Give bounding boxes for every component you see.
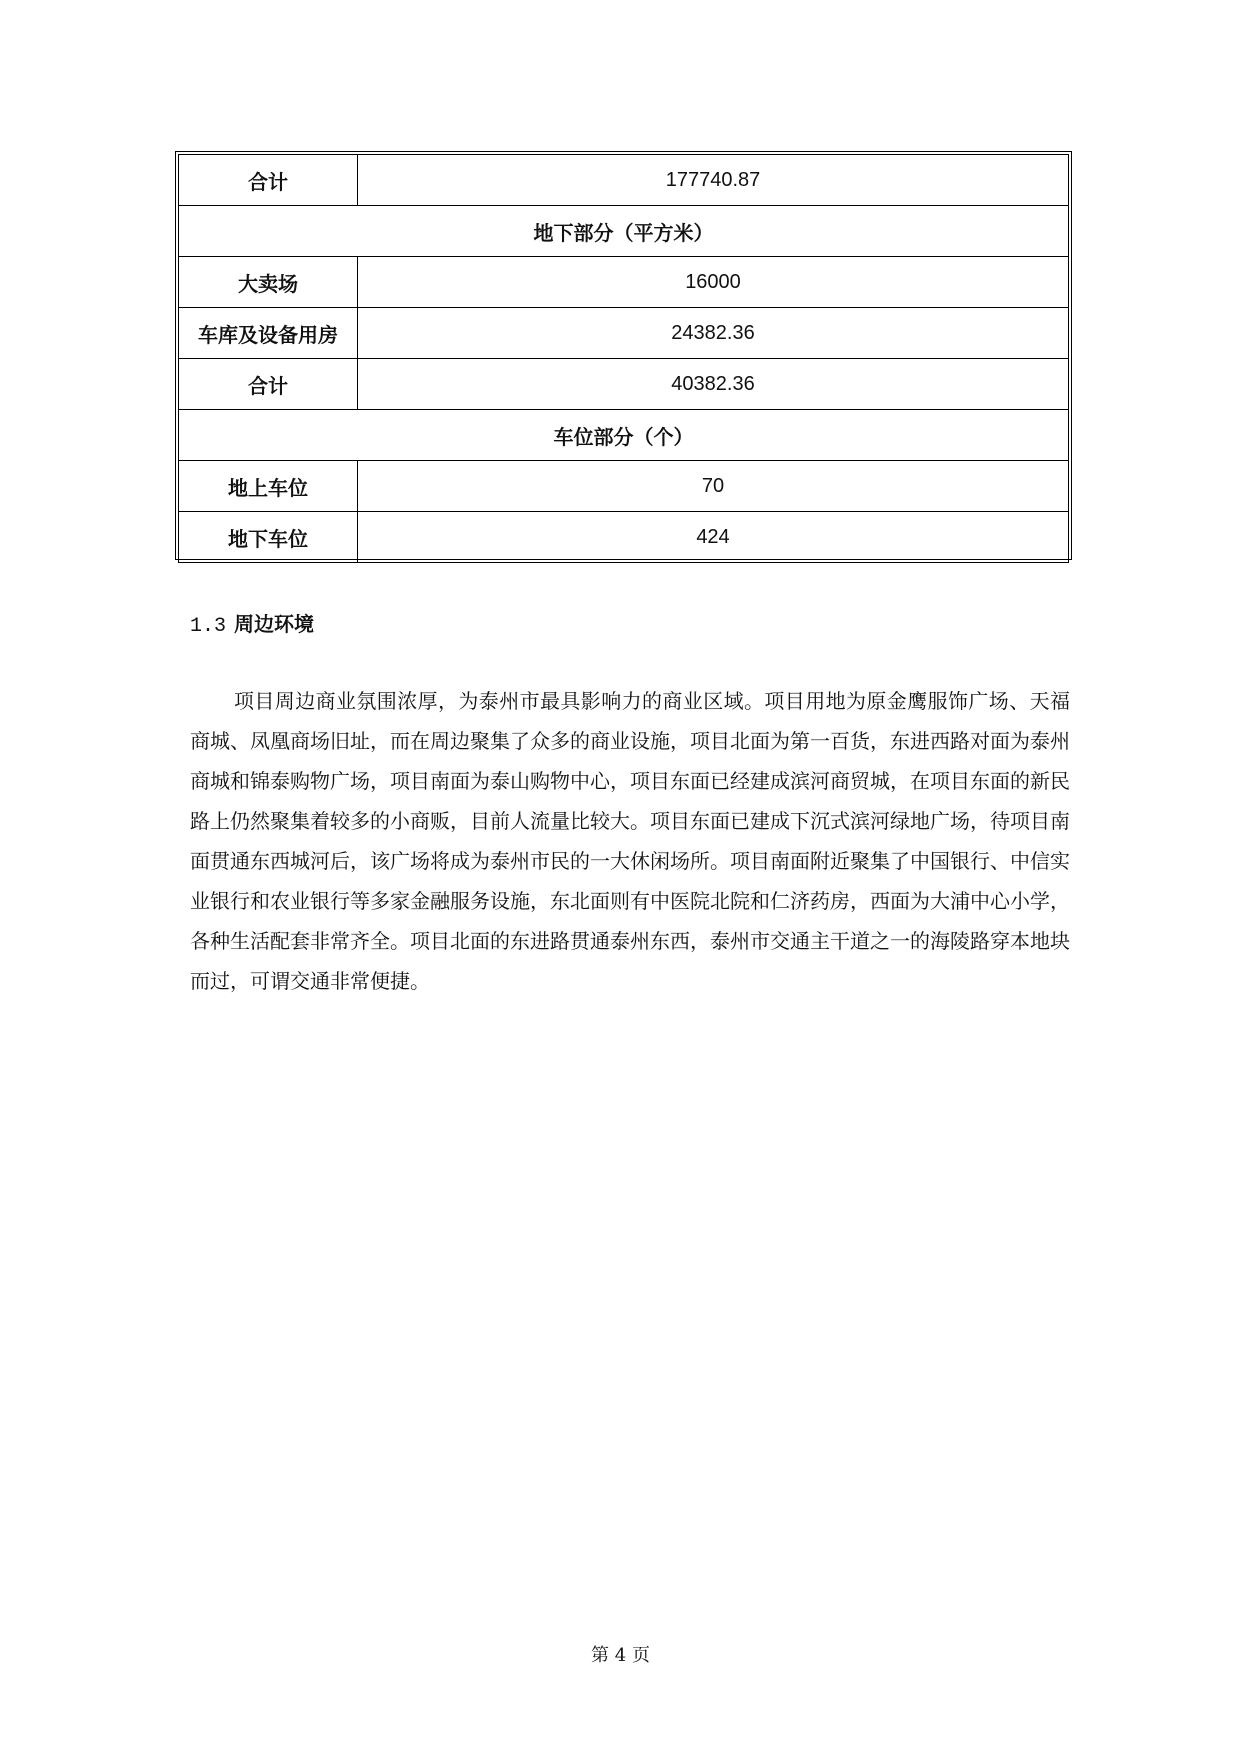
row-value: 70 — [358, 461, 1069, 512]
table-row — [179, 359, 1069, 410]
table-row — [179, 512, 1069, 563]
row-value: 16000 — [358, 257, 1069, 308]
row-value: 24382.36 — [358, 308, 1069, 359]
table-row — [179, 461, 1069, 512]
section-header-parking: 车位部分（个） — [179, 410, 1069, 461]
section-header-underground: 地下部分（平方米） — [179, 206, 1069, 257]
row-label: 合计 — [179, 359, 358, 410]
row-label: 地上车位 — [179, 461, 358, 512]
section-heading — [190, 608, 314, 638]
table-row — [179, 155, 1069, 206]
section-title: 周边环境 — [234, 612, 315, 636]
area-table — [178, 154, 1069, 563]
table-section-row — [179, 410, 1069, 461]
row-label: 合计 — [179, 155, 358, 206]
row-value: 424 — [358, 512, 1069, 563]
section-number: 1.3 — [190, 615, 227, 638]
row-value: 40382.36 — [358, 359, 1069, 410]
table-section-row — [179, 206, 1069, 257]
table-row — [179, 308, 1069, 359]
page-number: 第 4 页 — [591, 1645, 650, 1666]
row-label: 地下车位 — [179, 512, 358, 563]
area-table-frame — [175, 151, 1072, 560]
table-row — [179, 257, 1069, 308]
row-value: 177740.87 — [358, 155, 1069, 206]
row-label: 大卖场 — [179, 257, 358, 308]
body-paragraph: 项目周边商业氛围浓厚，为泰州市最具影响力的商业区域。项目用地为原金鹰服饰广场、天福商城、凤凰商场旧址，而在周边聚集了众多的商业设施，项目北面为第一百货，东进西路对面为泰州商城和锦泰购物广场，项目南面为泰山购物中心，项目东面已经建成滨河商贸城，在项目东面的新民路上仍然聚集着较多的小商贩，目前人流量比较大。项目东面已建成下沉式滨河绿地广场，待项目南面贯通东西城河后，该广场将成为泰州市民的一大休闲场所。项目南面附近聚集了中国银行、中信实业银行和农业银行等多家金融服务设施，东北面则有中医院北院和仁济药房，西面为大浦中心小学，各种生活配套非常齐全。项目北面的东进路贯通泰州东西，泰州市交通主干道之一的海陵路穿本地块而过，可谓交通非常便捷。 — [190, 689, 1070, 993]
row-label: 车库及设备用房 — [179, 308, 358, 359]
